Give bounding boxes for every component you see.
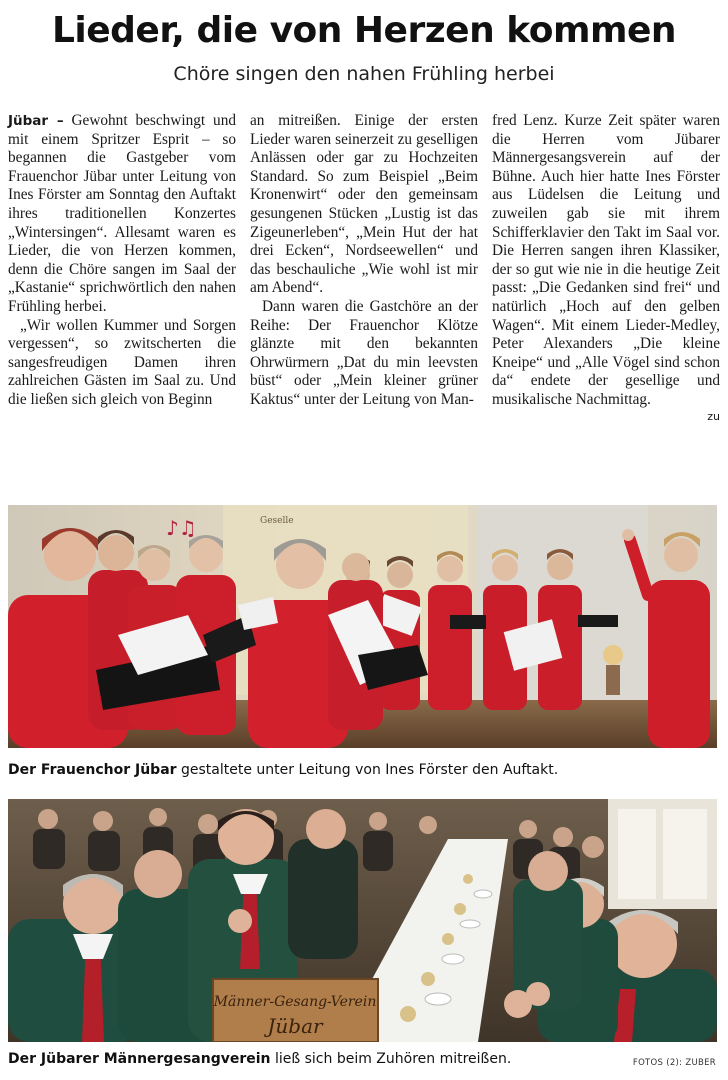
article-column-2 <box>250 112 478 410</box>
article-subheadline: Chöre singen den nahen Frühling herbei <box>173 63 555 85</box>
svg-text:Geselle: Geselle <box>260 516 294 526</box>
photo-credit: FOTOS (2): ZUBER <box>632 1058 716 1068</box>
paragraph <box>8 112 236 317</box>
caption-bold: Der Jübarer Männergesangverein <box>8 1051 271 1067</box>
sign-line-2: Jübar <box>267 1014 323 1038</box>
paragraph: Dann waren die Gastchöre an der Reihe: Der Frauenchor Klötze glänzte mit den bekannten Ohrwürmern „Dat du min leevsten büst“ oder „Mein kleiner grüner Kaktus“ unter der Leitung von Man- <box>250 297 478 408</box>
photo-womens-choir-image <box>8 505 717 748</box>
caption-text: ließ sich beim Zuhören mitreißen. <box>270 1051 512 1067</box>
photo-caption-womens-choir <box>8 762 558 778</box>
caption-bold: Der Frauenchor Jübar <box>8 762 177 778</box>
paragraph: fred Lenz. Kurze Zeit später waren die Herren vom Jübarer Männergesangsverein auf der Bühne. Auch hier hatte Ines Förster aus Lüdelsen die Leitung und zuweilen gab sie mit ihrem Schifferklavier den Takt im Saal vor. Die Herren sangen ihren Klassiker, der so gut wie nie in die heutige Zeit passt: „Die Gedanken sind frei“ und natürlich „Hoch auf den gelben Wagen“. Mit einem Lieder-Medley, Peter Alexanders „Die kleine Kneipe“ und „Alle Vögel sind schon da“ endete der gesellige und musikalische Nachmittag. <box>492 112 720 408</box>
paragraph-text: Gewohnt beschwingt und mit einem Spritzer Esprit – so begannen die Gastgeber vom Frauenchor Jübar unter Leitung von Ines Förster am Sonntag den Auftakt ihres traditionellen Konzertes „Wintersingen“. Allesamt waren es Lieder, die von Herzen kommen, denn die Chöre sangen im Saal der „Kastanie“ sprichwörtlich den nahen Frühling herbei. <box>8 112 236 315</box>
article-column-1 <box>8 112 236 410</box>
caption-text: gestaltete unter Leitung von Ines Förster den Auftakt. <box>176 762 559 778</box>
paragraph: „Wir wollen Kummer und Sorgen vergessen“, so zwitscherten die sangesfreudigen Damen ihren zahlreichen Gästen im Saal zu. Und die ließen sich gleich von Beginn <box>8 316 236 408</box>
photo-womens-choir <box>8 505 717 748</box>
article-headline: Lieder, die von Herzen kommen <box>51 10 677 51</box>
photo-mens-choir <box>8 799 717 1042</box>
svg-text:♪♫: ♪♫ <box>166 516 197 540</box>
sign-line-1: Männer-Gesang-Verein <box>213 994 377 1010</box>
photo-mens-choir-image <box>8 799 717 1042</box>
article-body <box>8 112 720 490</box>
photo-caption-mens-choir <box>8 1051 511 1067</box>
dateline: Jübar – <box>8 113 64 129</box>
author-initials: zu <box>707 409 720 423</box>
article-column-3 <box>492 112 720 426</box>
paragraph: an mitreißen. Einige der ersten Lieder waren seinerzeit zu geselligen Anlässen oder gar zu Hochzeiten Standard. So zum Beispiel „Beim Kronenwirt“ oder den gemeinsam gesungenen Stücken „Lustig ist das Zigeunerleben“, „Mein Hut der hat drei Ecken“, Nordseewellen“ und das beschauliche „Wie wohl ist mir am Abend“. <box>250 112 478 297</box>
